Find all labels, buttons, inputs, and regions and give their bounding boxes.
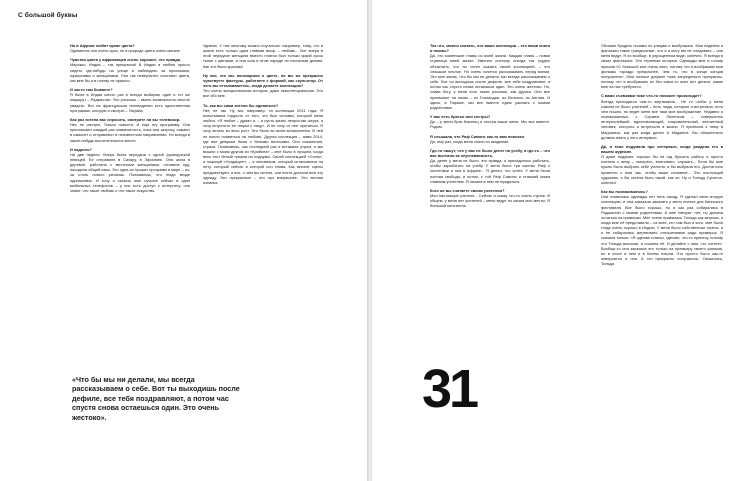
interview-question: То, как вы сами хотели бы одеваться? (203, 102, 279, 108)
interview-paragraph (601, 43, 723, 89)
interview-answer: Да, ему раз, когда меня сняли из академии. (430, 138, 510, 144)
interview-question: У вас есть братья или сестры? (430, 114, 491, 120)
interview-question: Как вы познакомились? (601, 189, 648, 195)
interview-paragraph (70, 57, 190, 83)
interview-answer: На две недели. Вчера была передача с одной французской певицей. Ее отправили в Сахару, в Эфиопию. Она жила в деревне, работала с местными женщинами, готовила еду, находила общий язык. Это одна из лучших программ в мире – из-за столь нового узнаешь. Понимаешь, что люди везде одинаковые. И хочу я сказать мое лучшее сейчас в один мобильных телефонов – у них есть доступ к интернету, они знают, что такое любовь и что такое искусство. (70, 151, 190, 193)
interview-paragraph (601, 189, 723, 266)
interview-answer: Всегда приходится чем-то жертвовать... Не то чтобы у меня совсем не было учителей – есть люди, которые я встречала, есть чем пошло, но ведет меня все таки мое воображение. Недавно я познакомилась с Сержем Лютенсом – совершенно интереснейший, вдохновляющий, очаровательный, элегантный человек, которого я встречала в жизни. Я приехала к нему в Марракеш, как раз когда делал A Magazine. Вы обязательно должны взять у него интервью. (601, 98, 723, 140)
interview-question: Я слышала, что Раф Симонс как-то вам помогал. (430, 133, 526, 139)
interview-answer: Да, денег у меня не было, это правда, и приходилось работать, чтобы заработать на учебу. У меня было три школы: Раф с коллегами и она в Африке... Я делал, что хотел. У меня была полная свобода, и потом, с той Раф Симонс и ставший моим главным учителем. Я начала в нем не нуждаться. (430, 158, 550, 184)
interview-paragraph (203, 43, 323, 69)
interview-question: С вами съемками тоже что-то похожее происходит? (601, 93, 702, 99)
pull-quote: «Что бы мы ни делали, мы всегда рассказываем о себе. Вот ты выходишь после дефиле, все тебя поздравляют, а потом час спустя снова остаешься один. Это очень жестоко». (72, 375, 240, 422)
interview-answer: Да – у меня брат-близнец и сестра выше меня. Мы все вместе. Рядом. (430, 119, 550, 130)
interview-answer: Удивлю. У них многому можно поучиться: например, тому, что в жизни есть только одна главная вещь – любовь... Вот вчера в этой передаче женщина вместо платья был только яркий кусок ткани с цветами, и она шла в этом наряде по песчаным дюнам. Как это было красиво! (203, 43, 323, 69)
interview-paragraph (430, 134, 550, 144)
interview-question: Чувство цвета у африканцев очень хорошее, это правда. (70, 57, 181, 63)
interview-question: Кого же вы считаете своим учителем? (430, 187, 505, 193)
interview-paragraph (430, 43, 550, 110)
interview-answer: Она появилась однажды лет пять назад. Я сделал свою вторую коллекцию, и она заказала заказать у меня платья для Каннского фестиваля. Все было хорошо, но я как раз собиралась в Раджастан с моими родителями. А мне говорят: нет, ты должна остаться на примерки. Мне очень нравилась Тильда как актриса, и когда мне её представили – из всех, кто там был и кого, мне было тогда очень хорошо в Индию, У меня было собственные планы, и я не собиралась жертвовать отношениями ради примерок. Я сказала только: «Я сделаю платья, сделаю, что-то принесу, потому что Тильда высокая, и пошила её. И делайте с ним, что хотите». Вообще-то она заказала это только на премьеру своего фильма, но в итоге в нем и в Канны пошла. Это просто было как-то невероятно и она. А это прекрасно получилось. Оказалось, Тильда (601, 194, 723, 267)
interview-paragraph (203, 73, 323, 99)
interview-paragraph (601, 93, 723, 139)
interview-answer: Мои настоящие учителя... Сейчас я скажу что-то очень глупое. В общем, у меня нет учителей – меня ведут по жизни мои мечты. Я большой мечтатель. (430, 193, 550, 209)
interview-paragraph (70, 87, 190, 113)
interview-answer: Да, это маленькие главы из моей жизни. Каждая глава – новая страница моей жизни. Именно поэтому иногда так трудно объяснить, что ты хотел сказать своей коллекцией, – это слишком личное. Но очень хочется рассказывать перед всеми. Это мое жизнь. Что бы мы ни делали, мы всегда рассказываем о себе. Вот ты выходишь после дефиле, все тебя поздравляют, а потом час спустя снова остаешься один. Это очень жестоко. Но, слава богу, у меня есть такая роскошь, как друзья. Они все приезжают на показ – из Голландии, из Бельгии, из Англии. И здесь, в Париже, мы все вместе идем ужинать с моими родителями. (430, 53, 550, 110)
interview-paragraph (203, 103, 323, 186)
interview-answer: Я даже подумал: хорошо бы на год бросить работу и просто поехать к нему – смотреть, впитывать, слушать... Если бы мне нужно было выбрать себе учителя, я бы выбрала его. Достаточно провести с ним час, чтобы ваше сознание... Это настоящий художник, я бы хотела быть такой, как он. Ну и Тильду Суинтон, конечно! (601, 154, 723, 185)
interview-answer: Нет, не так. Ну вот, например, та коллекция 2011 года. Я испытывала гордость от того, что был человек, который меня любил. «Я любое – думал я, – и пусть жизнь непростая штука, я хочу встретить ее лицом к лицу». И не хочу от нее прятаться. Я хочу встать во весь рост. Это было во всем великолепии. В ней не могло появиться ни любовь. Другая коллекция – зима 2014, где все девушки были с белыми волосами. Она сожаления, страха. Понимаешь, как последний раз я вставала утром, и мы вышли с моим другом из «Крийона» – мне было в лучшем, когда весь этот белый тумана на подиумы. Своей коллекцией «Сплю», я пожалуй «Уходящее», – я человеком, который остановился на лету, который сейчас в которой сон снова. Как многие сцены предшествуют, и все, о чем вы хотели, они почти достали всю эту одежду. Эти прекрасные – это про вчерашнее. Это вечная изнанка. (203, 107, 323, 185)
interview-question: Ну вот, это мы поговорили о цвете, но вы же прекрасно чувствуете фактуры, работаете с формой, как скульптор. От чего вы отталкиваетесь, когда делаете коллекцию? (203, 72, 323, 89)
right-column-2 (601, 43, 723, 270)
interview-answer: Это очень эмоциональная история, даже экзистенциальная. Это все обо мне. (203, 88, 323, 99)
interview-question: И часто там бываете? (70, 87, 113, 93)
interview-answer: Одевается она очень ярко, но в природе цвета очень мягкие. (70, 48, 181, 54)
interview-answer: Я была в Индии шесть раз и всегда выбираю один и тот же маршрут – Раджастан. Это роскошь – иметь возможность многое увидеть. Вот на французском телевидении есть единственная программа, которую я смотрю – Ушуайа. (70, 92, 190, 113)
interview-paragraph (70, 43, 190, 53)
interview-question: Так что, можно сказать, что ваши коллекции – это ваши книги и поэмы? (430, 43, 550, 54)
interview-question: И надолго? (70, 146, 92, 152)
interview-paragraph (70, 147, 190, 193)
interview-question: Но в Африке любят яркие цвета? (70, 43, 135, 48)
page-number: 31 (422, 359, 477, 419)
interview-paragraph (70, 117, 190, 143)
interview-question: Как раз хотела вас спросить, смотрите ли вы телевизор. (70, 116, 181, 122)
left-page (0, 0, 367, 481)
left-column-1 (70, 43, 190, 197)
right-column-1 (430, 43, 550, 213)
interview-answer: Нет, не смотрю. Только новости. И еще эту программу. Они приглашают каждый раз знаменитость, пока или актрису, сажают в самолет и отправляют в неизвестном направлении. Но всегда в какое-нибудь восхитительное место. (70, 122, 190, 143)
left-column-2 (203, 43, 323, 189)
interview-paragraph (430, 114, 550, 129)
interview-paragraph (430, 148, 550, 184)
interview-answer: Обожаю бродить ночами по улицам и воображать. Мои видения и фантазии такие грандиозные, что я и могу им не следовать – они меня ведут. Я их вообще, в упрощенном виде, конечно. Я всегда в своих фантазиях. Это странная история. Однажды мне в голову пришли «С большой или очень кино, потому что я воображаю мои фильмы гораздо прекраснее, чем то, что в конце концов получается». Мои ночные дефиле тоже запредельно прекрасны, потому что я воображаю их без каких-то всех вот деньги, какие мне на них требуются. (601, 43, 723, 90)
interview-answer: Марокко, Индия – так прекрасны! В Индии я люблю просто сидеть где-нибудь на улице и наблюдать за прохожими, мужчинами и женщинами. Они так невероятно сочетают цвета, как мне бы и в голову не пришло. (70, 62, 190, 83)
interview-question: Где-то пишут, что у вас не было денег на учебу, а где-то – что вас выгнали за неуспеваемость. (430, 147, 550, 158)
section-title: С большой буквы (18, 12, 78, 19)
interview-paragraph (601, 144, 723, 185)
interview-question: Да, я тоже подумала про интервью, когда увидела его в вашем журнале. (601, 143, 723, 154)
interview-paragraph (430, 188, 550, 209)
right-page (372, 0, 739, 481)
